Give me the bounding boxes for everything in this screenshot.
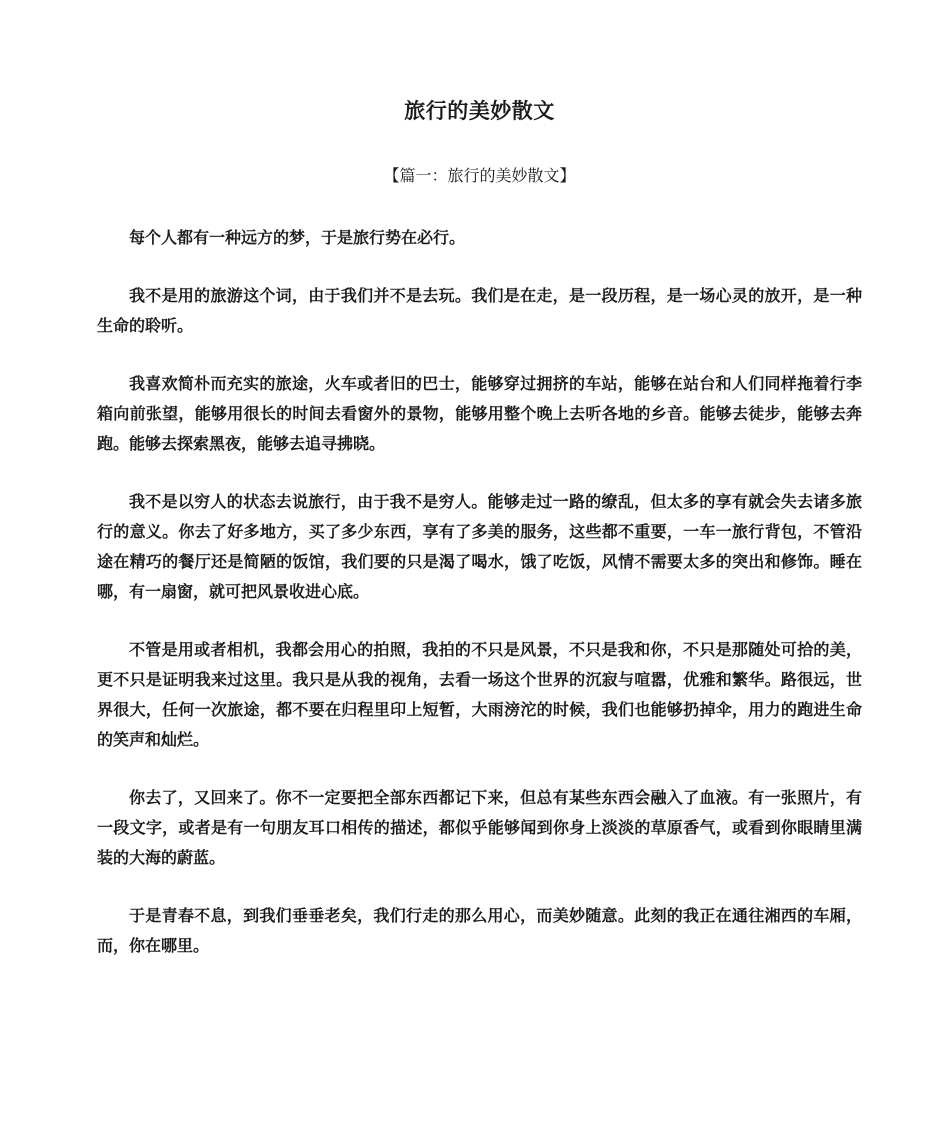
document-title: 旅行的美妙散文 <box>404 99 555 123</box>
paragraph-3: 我喜欢简朴而充实的旅途，火车或者旧的巴士，能够穿过拥挤的车站，能够在站台和人们同样拖着行李箱向前张望，能够用很长的时间去看窗外的景物，能够用整个晚上去听各地的乡音。能够去徒步，能够去奔跑。能够去探索黑夜，能够去追寻拂晓。 <box>97 374 862 453</box>
section-heading: 【篇一：旅行的美妙散文】 <box>383 166 576 185</box>
paragraph-1: 每个人都有一种远方的梦，于是旅行势在必行。 <box>129 228 466 247</box>
paragraph-4: 我不是以穷人的状态去说旅行，由于我不是穷人。能够走过一路的缭乱，但太多的享有就会失去诸多旅行的意义。你去了好多地方，买了多少东西，享有了多美的服务，这些都不重要，一车一旅行背包，不管沿途在精巧的餐厅还是简陋的饭馆，我们要的只是渴了喝水，饿了吃饭，风情不需要太多的突出和修饰。睡在哪，有一扇窗，就可把风景收进心底。 <box>97 492 862 601</box>
paragraph-5: 不管是用或者相机，我都会用心的拍照，我拍的不只是风景，不只是我和你，不只是那随处可拾的美，更不只是证明我来过这里。我只是从我的视角，去看一场这个世界的沉寂与喧嚣，优雅和繁华。路很远，世界很大，任何一次旅途，都不要在归程里印上短暂，大雨滂沱的时候，我们也能够扔掉伞，用力的跑进生命的笑声和灿烂。 <box>97 640 862 749</box>
paragraph-2: 我不是用的旅游这个词，由于我们并不是去玩。我们是在走，是一段历程，是一场心灵的放开，是一种生命的聆听。 <box>97 286 862 335</box>
paragraph-7: 于是青春不息，到我们垂垂老矣，我们行走的那么用心，而美妙随意。此刻的我正在通往湘西的车厢，而，你在哪里。 <box>97 906 862 955</box>
paragraph-6: 你去了，又回来了。你不一定要把全部东西都记下来，但总有某些东西会融入了血液。有一张照片，有一段文字，或者是有一句朋友耳口相传的描述，都似乎能够闻到你身上淡淡的草原香气，或看到你眼睛里满装的大海的蔚蓝。 <box>97 788 862 867</box>
